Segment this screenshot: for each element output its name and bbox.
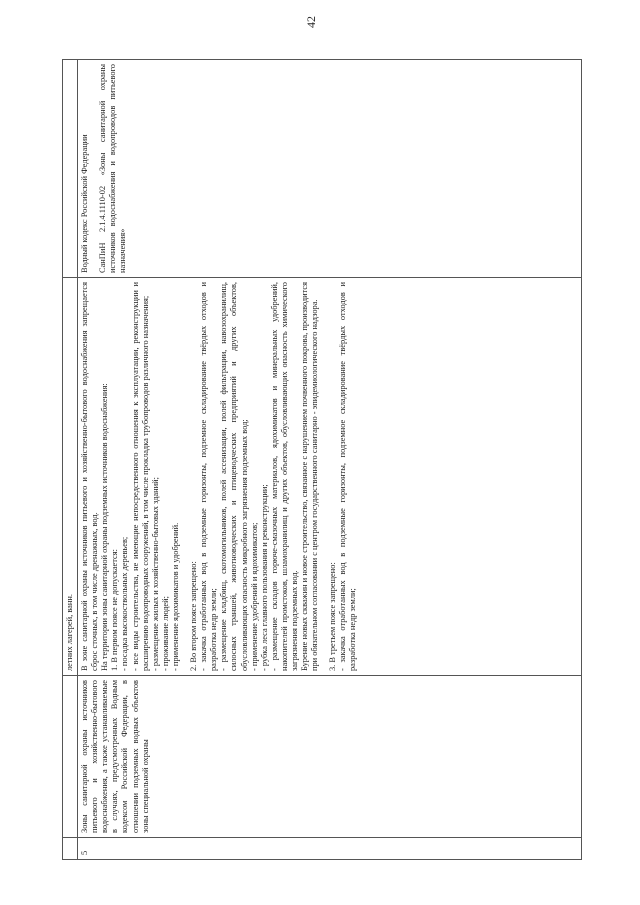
- rotated-page-content: [62, 60, 582, 860]
- paragraph-gap: [181, 282, 189, 671]
- restriction-line: - закачка отработанных вод в подземные горизонты, подземное складирование твёрдых отходов и разработка недр земли;: [199, 282, 219, 671]
- zones-table: [62, 59, 582, 860]
- restriction-line: 2. Во втором поясе запрещено:: [189, 561, 199, 671]
- cell-empty: [63, 838, 78, 860]
- restriction-line: - размещение кладбищ, скотомогильников, полей ассенизации, полей фильтрации, навозохранилищ, силосных траншей, животноводческих и птицеводческих предприятий и других объектов, обусловливающих опасность микробного загрязнения подземных вод;: [219, 282, 249, 671]
- restriction-line: 1. В первом поясе не допускается:: [110, 549, 120, 671]
- restriction-line: Бурение новых скважин и новое строительство, связанное с нарушением почвенного покрова, производится при обязательном согласовании с центром государственного санитарно - эпидемиологического надзора.: [300, 282, 320, 671]
- paragraph-gap: [320, 282, 328, 671]
- page-number: 42: [304, 16, 318, 28]
- legal-basis-cell: [78, 60, 582, 278]
- restriction-line: - проживание людей;: [160, 596, 170, 671]
- restriction-line: На территории зоны санитарной охраны подземных источников водоснабжения:: [100, 383, 110, 671]
- table-row-continuation: [63, 60, 78, 860]
- restriction-line: - применение ядохимикатов и удобрений.: [170, 522, 180, 671]
- legal-basis-item: СанПиН 2.1.4.1110-02 «Зоны санитарной охраны источников водоснабжения и водопроводов питьевого назначения»: [98, 64, 128, 273]
- restrictions-cell: [78, 278, 582, 676]
- legal-basis-item: Водный кодекс Российской Федерации: [80, 134, 90, 273]
- table-row: [78, 60, 582, 860]
- restriction-line: 3. В третьем поясе запрещено:: [328, 562, 338, 671]
- restriction-line: - применение удобрений и ядохимикатов;: [249, 522, 259, 671]
- zone-name-cell: Зоны санитарной охраны источников питьевого и хозяйственно-бытового водоснабжения, а также устанавливаемые в случаях, предусмотренных Водным кодексом Российской Федерации, в отношении подземных водных объектов зоны специальной охраны: [78, 676, 582, 838]
- row-number: 5: [78, 838, 582, 860]
- restriction-line: - размещение жилых и хозяйственно-бытовых зданий;: [150, 477, 160, 671]
- cell-top-text: летних лагерей, ванн.: [63, 278, 78, 676]
- cell-empty: [63, 60, 78, 278]
- restriction-line: - посадка высокоствольных деревьев;: [120, 536, 130, 671]
- restriction-line: - закачка отработанных вод в подземные горизонты, подземное складирование твёрдых отходов и разработка недр земли;: [338, 282, 358, 671]
- restriction-line: - размещение складов горюче-смазочных материалов, ядохимикатов и минеральных удобрений, накопителей промстоков, шламохранилищ и других объектов, обусловливающих опасность химического загрязнения подземных вод.: [269, 282, 299, 671]
- restriction-line: - все виды строительства, не имеющие непосредственного отношения к эксплуатации, реконструкции и расширению водопроводных сооружений, в том числе прокладка трубопроводов различного назначения;: [130, 282, 150, 671]
- cell-empty: [63, 676, 78, 838]
- restriction-line: В зоне санитарной охраны источников питьевого и хозяйственно-бытового водоснабжения запрещается сброс сточных, в том числе дренажных, вод.: [80, 282, 100, 671]
- restriction-line: - рубка леса главного пользования и реконструкции;: [259, 484, 269, 671]
